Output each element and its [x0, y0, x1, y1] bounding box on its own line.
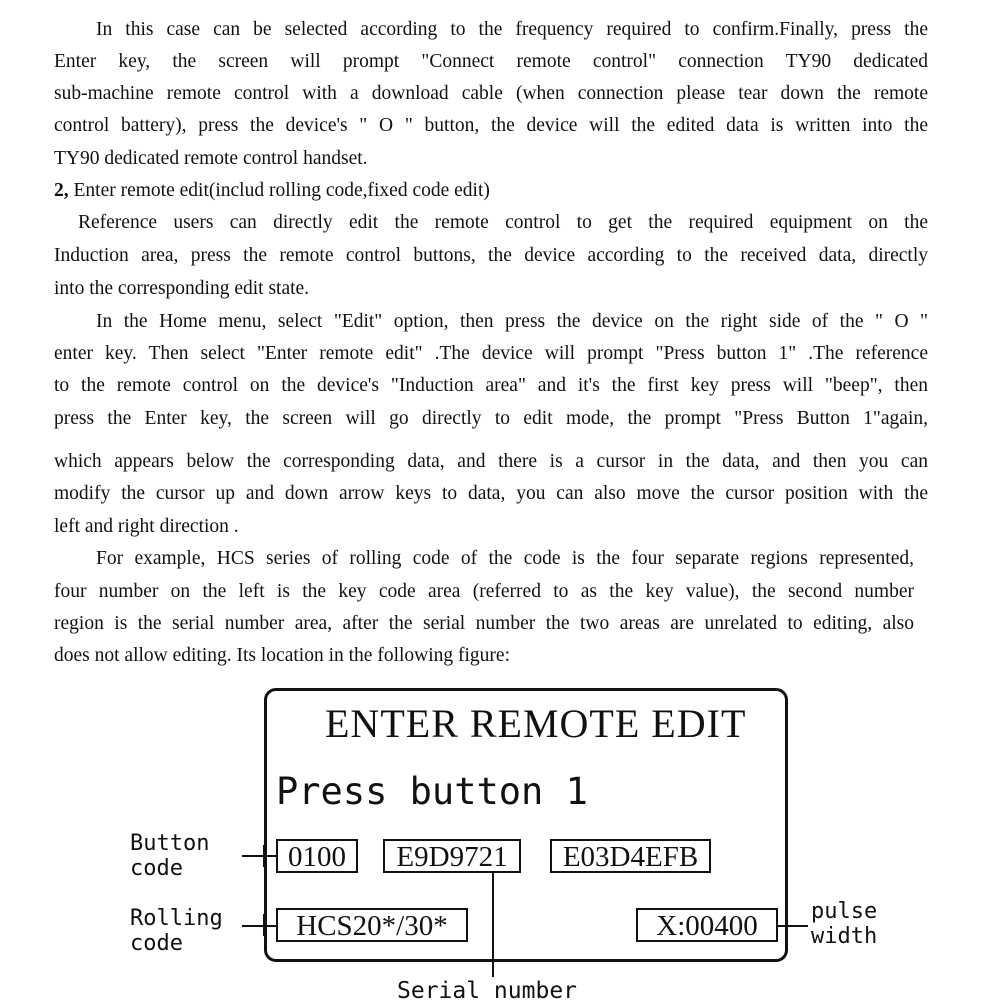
- serial-number-connector: [492, 873, 494, 977]
- rolling-code-connector-tick: [263, 914, 265, 936]
- paragraph-line: For example, HCS series of rolling code of the code is the four separate regions represented,: [96, 548, 914, 569]
- lcd-screen-title: ENTER REMOTE EDIT: [325, 701, 747, 746]
- paragraph-line: into the corresponding edit state.: [54, 278, 310, 299]
- paragraph-line: enter key. Then select "Enter remote edit" .The device will prompt "Press button 1" .The reference: [54, 343, 928, 364]
- button-code-field: 0100: [276, 839, 358, 873]
- paragraph-line: Reference users can directly edit the remote control to get the required equipment on the: [78, 212, 928, 233]
- pulse-width-label: pulse width: [811, 899, 878, 949]
- lcd-screen-prompt: Press button 1: [276, 770, 588, 813]
- button-code-label: Button code: [130, 831, 210, 881]
- button-code-connector: [242, 855, 276, 857]
- rolling-code-label: Rolling code: [130, 906, 223, 956]
- section-number: 2,: [54, 180, 69, 201]
- section-title: Enter remote edit(includ rolling code,fixed code edit): [73, 180, 490, 201]
- paragraph-line: four number on the left is the key code area (referred to as the key value), the second number: [54, 581, 914, 602]
- paragraph-line: sub-machine remote control with a download cable (when connection please tear down the remote: [54, 83, 928, 104]
- paragraph-line: to the remote control on the device's "Induction area" and it's the first key press will "beep", then: [54, 375, 928, 396]
- paragraph-line: TY90 dedicated remote control handset.: [54, 148, 368, 169]
- paragraph-line: does not allow editing. Its location in the following figure:: [54, 645, 511, 666]
- third-code-field: E03D4EFB: [550, 839, 711, 873]
- paragraph-line: In this case can be selected according to the frequency required to confirm.Finally, press the: [96, 19, 928, 40]
- rolling-code-connector: [242, 925, 276, 927]
- pulse-width-connector: [778, 925, 808, 927]
- paragraph-line: Induction area, press the remote control buttons, the device according to the received data, directly: [54, 245, 928, 266]
- serial-number-label: Serial number: [397, 978, 578, 1004]
- paragraph-line: region is the serial number area, after the serial number the two areas are unrelated to editing, also: [54, 613, 914, 634]
- paragraph-line: Enter key, the screen will prompt "Connect remote control" connection TY90 dedicated: [54, 51, 928, 72]
- pulse-width-connector-tick: [786, 914, 788, 936]
- paragraph-line: which appears below the corresponding data, and there is a cursor in the data, and then you can: [54, 451, 928, 472]
- paragraph-line: press the Enter key, the screen will go directly to edit mode, the prompt "Press Button 1"again,: [54, 408, 928, 429]
- rolling-code-field: HCS20*/30*: [276, 908, 468, 942]
- paragraph-line: In the Home menu, select "Edit" option, then press the device on the right side of the " O ": [96, 311, 928, 332]
- serial-number-field: E9D9721: [383, 839, 521, 873]
- paragraph-line: left and right direction .: [54, 516, 239, 537]
- pulse-width-field: X:00400: [636, 908, 778, 942]
- button-code-connector-tick: [263, 845, 265, 867]
- paragraph-line: control battery), press the device's " O " button, the device will the edited data is written into the: [54, 115, 928, 136]
- paragraph-line: modify the cursor up and down arrow keys to data, you can also move the cursor position with the: [54, 483, 928, 504]
